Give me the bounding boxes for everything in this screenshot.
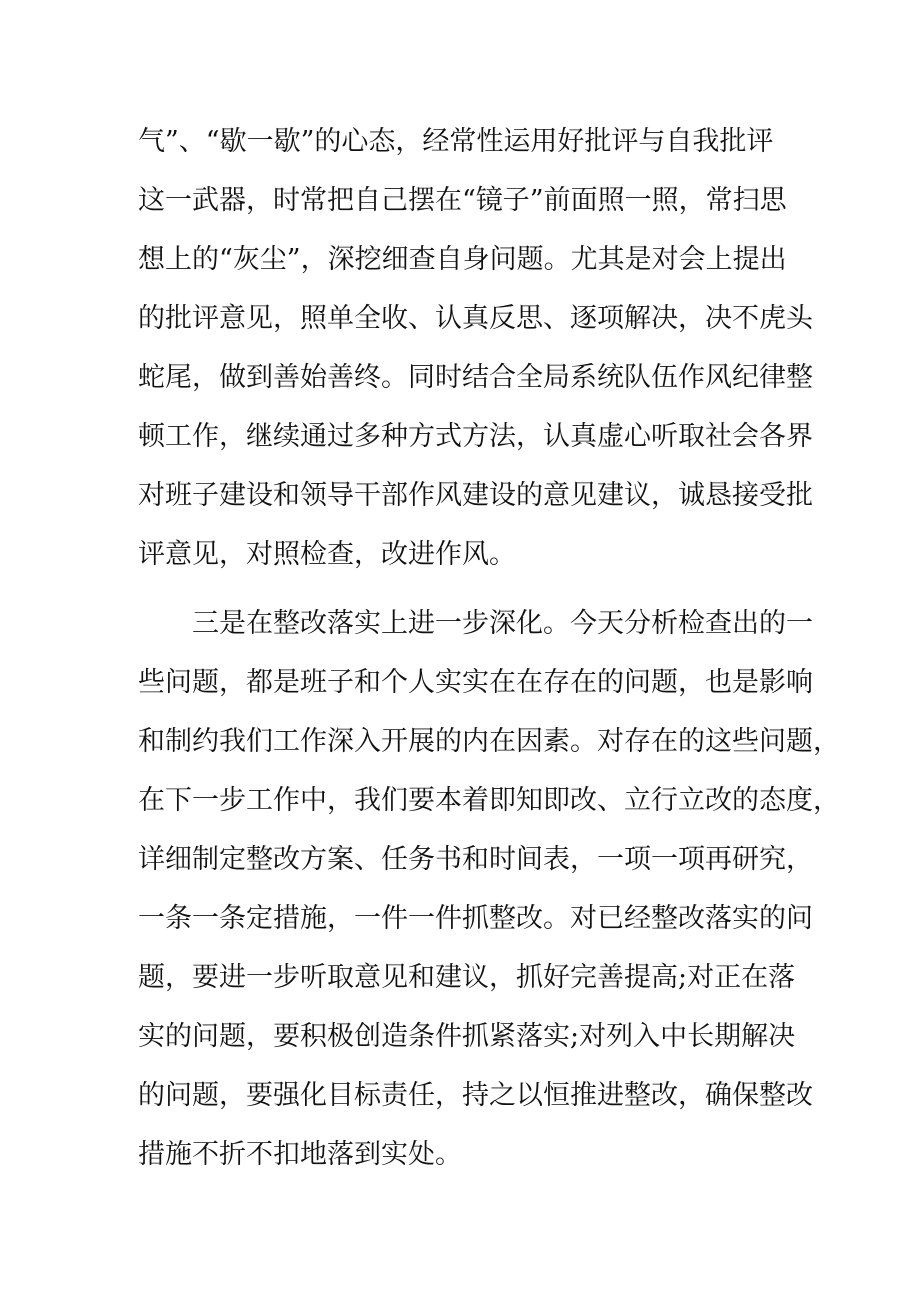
text-line: 详细制定整改方案、任务书和时间表，一项一项再研究， [138,844,813,875]
text-line: 这一武器，时常把自己摆在“镜子”前面照一照，常扫思 [138,185,787,216]
text-line: 措施不折不扣地落到实处。 [138,1139,462,1170]
text-line: 气”、“歇一歇”的心态，经常性运用好批评与自我批评 [138,126,774,157]
text-line: 三是在整改落实上进一步深化。今天分析检查出的一 [192,608,813,639]
text-line: 些问题，都是班子和个人实实在在存在的问题，也是影响 [138,667,813,698]
text-line: 顿工作，继续通过多种方式方法，认真虚心听取社会各界 [138,421,813,452]
text-line: 的问题，要强化目标责任，持之以恒推进整改，确保整改 [138,1080,813,1111]
text-line: 和制约我们工作深入开展的内在因素。对存在的这些问题， [138,726,840,757]
text-line: 题，要进一步听取意见和建议，抓好完善提高;对正在落 [138,962,796,993]
text-line: 的批评意见，照单全收、认真反思、逐项解决，决不虎头 [138,303,813,334]
text-line: 想上的“灰尘”，深挖细查自身问题。尤其是对会上提出 [138,244,787,275]
text-line: 实的问题，要积极创造条件抓紧落实;对列入中长期解决 [138,1021,796,1052]
text-line: 评意见，对照检查，改进作风。 [138,539,516,570]
text-line: 一条一条定措施，一件一件抓整改。对已经整改落实的问 [138,903,813,934]
text-line: 对班子建设和领导干部作风建设的意见建议，诚恳接受批 [138,480,813,511]
text-line: 蛇尾，做到善始善终。同时结合全局系统队伍作风纪律整 [138,362,813,393]
text-line: 在下一步工作中，我们要本着即知即改、立行立改的态度， [138,785,840,816]
